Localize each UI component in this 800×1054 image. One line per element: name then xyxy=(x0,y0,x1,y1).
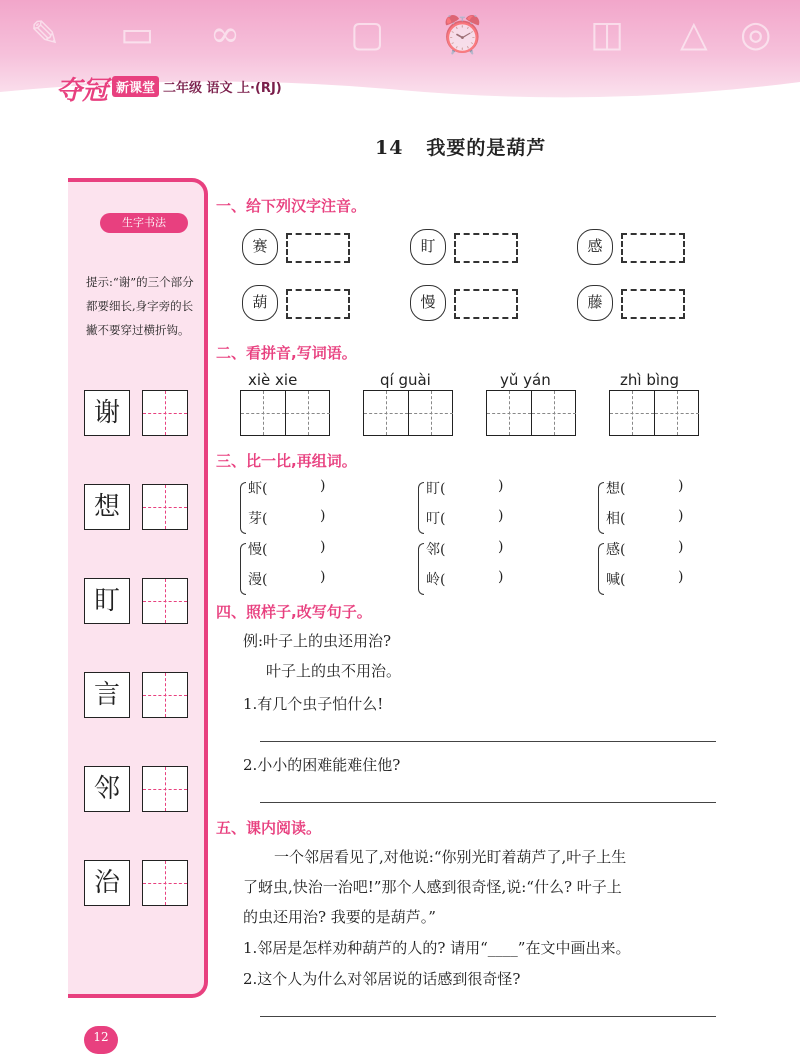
practice-char-cell: 谢 xyxy=(84,390,130,436)
brace xyxy=(598,543,604,595)
char-flower: 葫 xyxy=(242,285,278,321)
practice-blank-cell[interactable] xyxy=(142,766,188,812)
compare-char: 慢( xyxy=(248,542,268,558)
brand-logo: 夺冠 xyxy=(56,76,109,106)
paren-close: ) xyxy=(678,569,684,585)
char-flower: 赛 xyxy=(242,229,278,265)
question-item: 2.小小的困难能难住他? xyxy=(243,756,401,774)
brace xyxy=(598,482,604,534)
globe-icon: ◎ xyxy=(740,14,772,55)
answer-line[interactable] xyxy=(260,802,716,803)
section-heading: 一、给下列汉字注音。 xyxy=(216,197,367,215)
compare-char: 漫( xyxy=(248,572,268,588)
compare-char: 芽( xyxy=(248,511,268,527)
paren-close: ) xyxy=(678,478,684,494)
paren-close: ) xyxy=(320,508,326,524)
example-sentence: 例:叶子上的虫还用治? xyxy=(243,632,392,650)
pinyin-label: yǔ yán xyxy=(500,371,551,389)
practice-blank-cell[interactable] xyxy=(142,578,188,624)
practice-blank-cell[interactable] xyxy=(142,484,188,530)
char-flower: 盯 xyxy=(410,229,446,265)
practice-char-cell: 盯 xyxy=(84,578,130,624)
sidebar-badge: 生字书法 xyxy=(100,213,188,233)
compare-char: 盯( xyxy=(426,481,446,497)
compass-icon: △ xyxy=(680,14,708,55)
tianzige-pair[interactable] xyxy=(609,390,699,436)
tianzige-pair[interactable] xyxy=(363,390,453,436)
pinyin-box[interactable] xyxy=(454,289,518,319)
pinyin-box[interactable] xyxy=(454,233,518,263)
brand-subtitle: 新课堂 xyxy=(112,76,159,97)
book-icon: ▭ xyxy=(120,14,155,55)
pinyin-box[interactable] xyxy=(621,233,685,263)
pinyin-box[interactable] xyxy=(621,289,685,319)
sidebar-tip: 提示:“谢”的三个部分都要细长,身字旁的长撇不要穿过横折钩。 xyxy=(86,275,194,337)
practice-blank-cell[interactable] xyxy=(142,860,188,906)
page-number: 12 xyxy=(84,1026,118,1054)
question-item: 2.这个人为什么对邻居说的话感到很奇怪? xyxy=(243,970,521,988)
brace xyxy=(418,543,424,595)
answer-line[interactable] xyxy=(260,1016,716,1017)
answer-line[interactable] xyxy=(260,741,716,742)
practice-char-cell: 言 xyxy=(84,672,130,718)
reading-passage: 了蚜虫,快治一治吧!”那个人感到很奇怪,说:“什么? 叶子上 xyxy=(243,878,622,896)
pinyin-label: xiè xie xyxy=(248,371,298,389)
paren-close: ) xyxy=(498,478,504,494)
paren-close: ) xyxy=(498,508,504,524)
practice-blank-cell[interactable] xyxy=(142,672,188,718)
compare-char: 岭( xyxy=(426,572,446,588)
char-flower: 慢 xyxy=(410,285,446,321)
glasses-icon: ∞ xyxy=(210,14,240,55)
tianzige-pair[interactable] xyxy=(240,390,330,436)
char-flower: 藤 xyxy=(577,285,613,321)
paren-close: ) xyxy=(678,508,684,524)
compare-char: 喊( xyxy=(606,572,626,588)
tianzige-pair[interactable] xyxy=(486,390,576,436)
compare-char: 叮( xyxy=(426,511,446,527)
question-item: 1.有几个虫子怕什么! xyxy=(243,695,384,713)
example-answer: 叶子上的虫不用治。 xyxy=(266,662,402,680)
pinyin-box[interactable] xyxy=(286,289,350,319)
paren-close: ) xyxy=(498,569,504,585)
char-flower: 感 xyxy=(577,229,613,265)
brace xyxy=(240,543,246,595)
compare-char: 感( xyxy=(606,542,626,558)
question-item: 1.邻居是怎样劝种葫芦的人的? 请用“____”在文中画出来。 xyxy=(243,939,631,957)
subject-label: 二年级 语文 上·(RJ) xyxy=(163,81,282,96)
paren-close: ) xyxy=(498,539,504,555)
paren-close: ) xyxy=(678,539,684,555)
lesson-title: 14 我要的是葫芦 xyxy=(375,137,547,159)
section-heading: 四、照样子,改写句子。 xyxy=(216,603,372,621)
section-heading: 二、看拼音,写词语。 xyxy=(216,344,357,362)
section-heading: 三、比一比,再组词。 xyxy=(216,452,357,470)
open-book-icon: ◫ xyxy=(590,14,625,55)
pinyin-box[interactable] xyxy=(286,233,350,263)
pinyin-label: qí guài xyxy=(380,371,431,389)
paren-close: ) xyxy=(320,539,326,555)
compare-char: 想( xyxy=(606,481,626,497)
compare-char: 邻( xyxy=(426,542,446,558)
practice-char-cell: 邻 xyxy=(84,766,130,812)
reading-passage: 一个邻居看见了,对他说:“你别光盯着葫芦了,叶子上生 xyxy=(274,848,627,866)
compare-char: 虾( xyxy=(248,481,268,497)
pinyin-label: zhì bìng xyxy=(620,371,680,389)
section-heading: 五、课内阅读。 xyxy=(216,819,322,837)
globe-icon: ✎ xyxy=(30,14,61,55)
paren-close: ) xyxy=(320,569,326,585)
practice-blank-cell[interactable] xyxy=(142,390,188,436)
reading-passage: 的虫还用治? 我要的是葫芦。” xyxy=(243,908,436,926)
practice-char-cell: 想 xyxy=(84,484,130,530)
bag-icon: ▢ xyxy=(350,14,385,55)
compare-char: 相( xyxy=(606,511,626,527)
clock-icon: ⏰ xyxy=(440,15,485,56)
brace xyxy=(418,482,424,534)
paren-close: ) xyxy=(320,478,326,494)
brace xyxy=(240,482,246,534)
practice-char-cell: 治 xyxy=(84,860,130,906)
